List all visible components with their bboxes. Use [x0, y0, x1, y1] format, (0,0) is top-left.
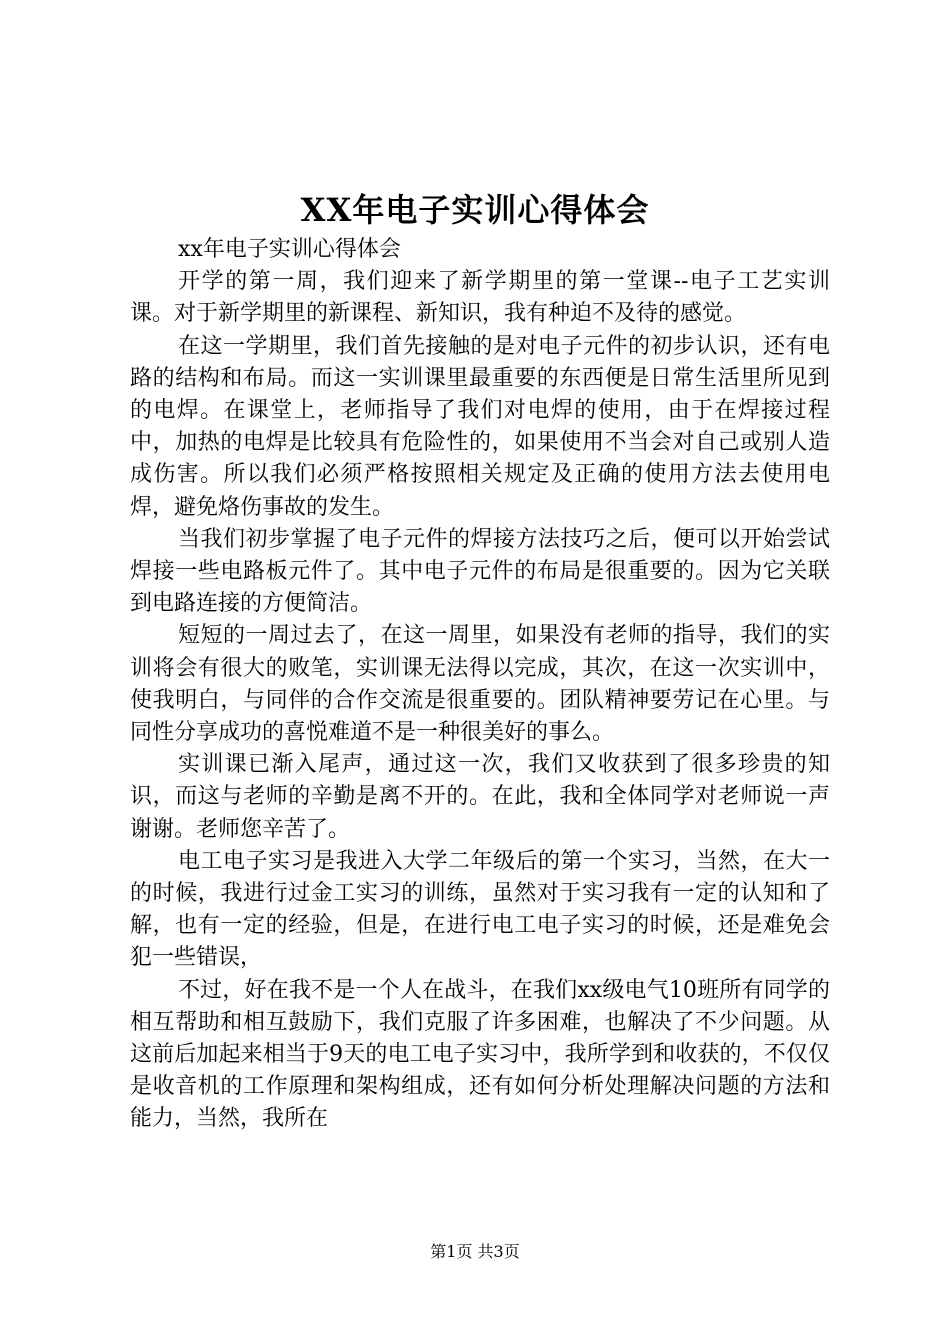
paragraph: 不过，好在我不是一个人在战斗，在我们xx级电气10班所有同学的相互帮助和相互鼓励下，我们克服了许多困难，也解决了不少问题。从这前后加起来相当于9天的电工电子实习中，我所学到和收获的，不仅仅是收音机的工作原理和架构组成，还有如何分析处理解决问题的方法和能力，当然，我所在	[130, 977, 830, 1132]
paragraph: 电工电子实习是我进入大学二年级后的第一个实习，当然，在大一的时候，我进行过金工实习的训练，虽然对于实习我有一定的认知和了解，也有一定的经验，但是，在进行电工电子实习的时候，还是难免会犯一些错误，	[130, 848, 830, 971]
paragraph: 在这一学期里，我们首先接触的是对电子元件的初步认识，还有电路的结构和布局。而这一实训课里最重要的东西便是日常生活里所见到的电焊。在课堂上，老师指导了我们对电焊的使用，由于在焊接过程中，加热的电焊是比较具有危险性的，如果使用不当会对自己或别人造成伤害。所以我们必须严格按照相关规定及正确的使用方法去使用电焊，避免烙伤事故的发生。	[130, 333, 830, 520]
document-body	[130, 234, 830, 1136]
paragraph: 当我们初步掌握了电子元件的焊接方法技巧之后，便可以开始尝试焊接一些电路板元件了。其中电子元件的布局是很重要的。因为它关联到电路连接的方便简洁。	[130, 526, 830, 617]
document-title: XX年电子实训心得体会	[300, 191, 650, 229]
paragraph-subtitle: xx年电子实训心得体会	[178, 237, 401, 262]
paragraph: 短短的一周过去了，在这一周里，如果没有老师的指导，我们的实训将会有很大的败笔，实训课无法得以完成，其次，在这一次实训中，使我明白，与同伴的合作交流是很重要的。团队精神要劳记在心里。与同性分享成功的喜悦难道不是一种很美好的事么。	[130, 623, 830, 746]
page-number-footer: 第1页 共3页	[430, 1242, 520, 1261]
paragraph: 实训课已渐入尾声，通过这一次，我们又收获到了很多珍贵的知识，而这与老师的辛勤是离不开的。在此，我和全体同学对老师说一声谢谢。老师您辛苦了。	[130, 752, 830, 842]
paragraph: 开学的第一周，我们迎来了新学期里的第一堂课--电子工艺实训课。对于新学期里的新课程、新知识，我有种迫不及待的感觉。	[130, 269, 830, 327]
